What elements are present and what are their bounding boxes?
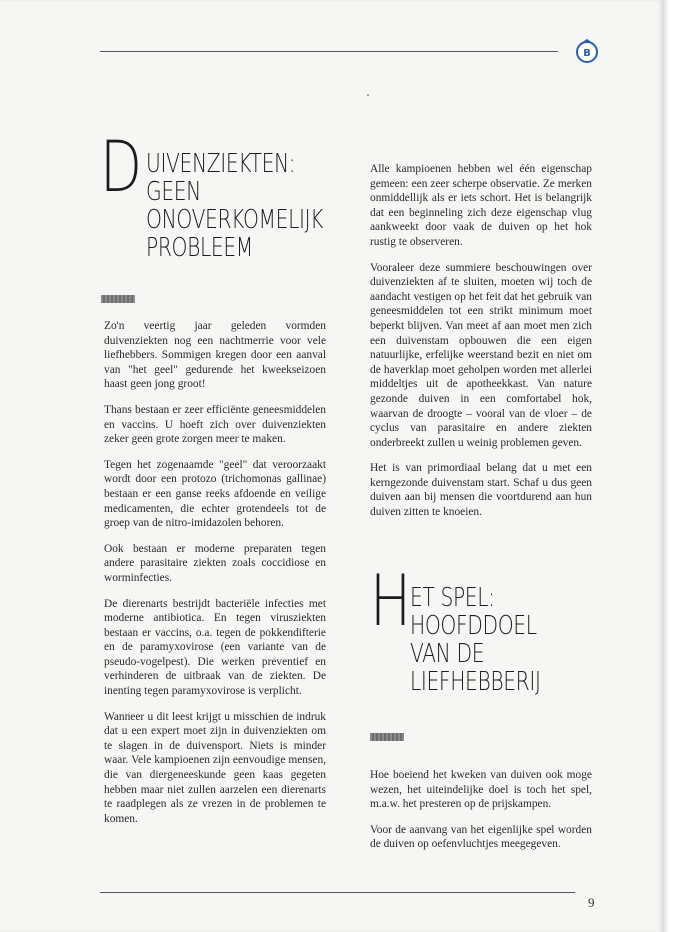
title-line: PROBLEEM: [146, 233, 253, 263]
title-initial: D: [100, 126, 141, 208]
page-edge: [662, 0, 680, 932]
print-speck: [367, 94, 369, 96]
paragraph: Thans bestaan er zeer efficiënte geneesmiddelen en vaccins. U hoeft zich over duivenziekten zeker geen grote zorgen meer te maken.: [104, 403, 326, 446]
paragraph: Zo'n veertig jaar geleden vormden duivenziekten nog een nachtmerrie voor vele liefhebbers. Sommigen kregen door een aanval van "het geel" gedurende het kweekseizoen haast geen jong groot!: [104, 320, 326, 391]
left-column: [104, 319, 326, 837]
right-column: [370, 162, 592, 531]
paragraph: Wanneer u dit leest krijgt u misschien de indruk dat u een expert moet zijn in duivenziekten om te slagen in de duivensport. Niets is minder waar. Vele kampioenen zijn eenvoudige mensen, die van diergeneeskunde geen kaas gegeten hebben maar niet zullen aarzelen een dierenarts te raadplegen als ze vrezen in de problemen te komen.: [104, 710, 326, 825]
club-emblem-icon: [574, 38, 600, 64]
article-1-title: [100, 126, 373, 263]
title-line: ONOVERKOMELIJK: [146, 205, 324, 235]
title-lines: [410, 584, 541, 696]
top-rule: [100, 51, 558, 52]
title-lines: [146, 150, 323, 262]
section-marker-bar: [101, 295, 135, 303]
paragraph: Vooraleer deze summiere beschouwingen over duivenziekten af te sluiten, moeten wij toch de aandacht vestigen op het feit dat het gebruik van geneesmiddelen tot een strikt minimum moet beperkt blijven. Van meet af aan moet men zich een duivenstam opbouwen die een eigen natuurlijke, erfelijke weerstand bezit en niet om de haverklap moet geholpen worden met allerlei middeltjes uit de apotheekkast. Van nature gezonde duiven in een comfortabel hok, waarvan de droogte – vooral van de vloer – de cyclus van parasitaire en andere ziekten onderbreekt zullen u weinig problemen geven.: [370, 261, 592, 449]
paragraph: Het is van primordiaal belang dat u met een kerngezonde duivenstam start. Schaf u dus geen duiven aan bij mensen die voortdurend aan hun duiven zitten te knoeien.: [370, 462, 592, 519]
title-line: GEEN: [146, 177, 201, 207]
title-line: UIVENZIEKTEN:: [146, 149, 296, 179]
page-number: 9: [588, 895, 595, 910]
section-marker-bar: [370, 733, 404, 741]
paragraph: De dierenarts bestrijdt bacteriële infecties met moderne antibiotica. En tegen virusziekten bestaan er vaccins, o.a. tegen de pokkendifterie en de paramyxovirose (een variante van de pseudo-vogelpest). Die werken preventief en verhinderen de uitbraak van de ziekten. De inenting tegen paramyxovirose is verplicht.: [104, 597, 326, 698]
paragraph: Ook bestaan er moderne preparaten tegen andere parasitaire ziekten zoals coccidiose en worminfecties.: [104, 542, 326, 584]
logo-letter: B: [583, 48, 591, 59]
paragraph: Tegen het zogenaamde "geel" dat veroorzaakt wordt door een protozo (trichomonas gallinae) bestaan er een ganse reeks afdoende en veilige medicamenten, die echter grotendeels tot de groep van de nitro-imidazolen behoren.: [104, 458, 326, 530]
title-line: VAN DE: [410, 639, 485, 669]
paragraph: Hoe boeiend het kweken van duiven ook moge wezen, het uiteindelijke doel is toch het spel, m.a.w. het presteren op de prijskampen.: [370, 769, 592, 811]
title-initial: H: [370, 560, 410, 642]
bottom-rule: [100, 892, 575, 893]
title-line: HOOFDDOEL: [410, 611, 537, 641]
paragraph: Voor de aanvang van het eigenlijke spel worden de duiven op oefenvluchtjes meegegeven.: [370, 823, 592, 851]
title-line: LIEFHEBBERIJ: [410, 667, 541, 697]
title-line: ET SPEL:: [410, 583, 495, 613]
article-2-title: [370, 560, 577, 697]
paragraph: Alle kampioenen hebben wel één eigenschap gemeen: een zeer scherpe observatie. Ze merken onmiddellijk als er iets schort. Het is belangrijk dat een beginneling zich deze eigenschap vlug aankweekt door vaak de duiven op het hok rustig te observeren.: [370, 163, 592, 248]
right-column-lower: [370, 768, 592, 863]
